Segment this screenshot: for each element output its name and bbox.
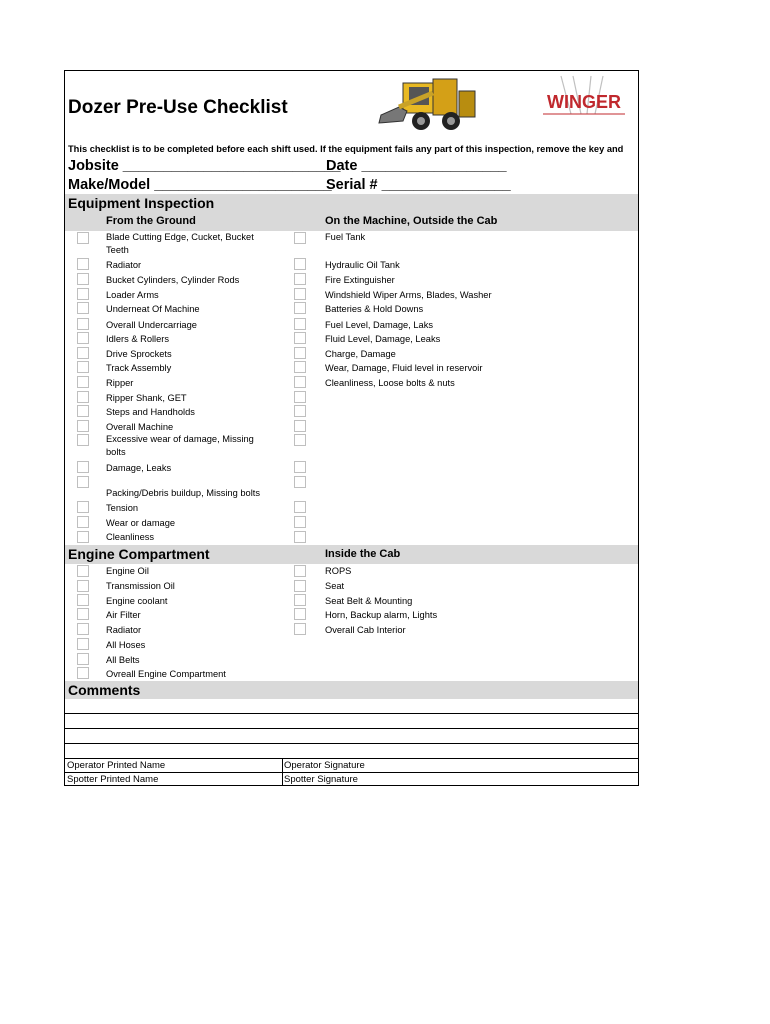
list-item: Packing/Debris buildup, Missing bolts	[106, 488, 260, 498]
checkbox[interactable]	[77, 434, 89, 446]
checkbox[interactable]	[77, 565, 89, 577]
comment-line	[65, 713, 638, 714]
checkbox[interactable]	[294, 420, 306, 432]
list-item: Seat	[325, 581, 345, 591]
list-item: Tension	[106, 503, 139, 513]
list-item: Bucket Cylinders, Cylinder Rods	[106, 275, 240, 285]
checkbox[interactable]	[77, 288, 89, 300]
checkbox[interactable]	[77, 258, 89, 270]
list-item: Wear or damage	[106, 518, 176, 528]
list-item: Loader Arms	[106, 290, 159, 300]
outside-cab-heading: On the Machine, Outside the Cab	[325, 215, 498, 227]
comments-band	[65, 681, 638, 699]
checkbox[interactable]	[77, 638, 89, 650]
date-field[interactable]: Date __________________	[326, 158, 507, 174]
list-item: Fuel Level, Damage, Laks	[325, 320, 434, 330]
list-item: Hydraulic Oil Tank	[325, 260, 400, 270]
checkbox[interactable]	[77, 420, 89, 432]
list-item: Cleanliness	[106, 532, 155, 542]
make-model-field[interactable]: Make/Model ______________________	[68, 177, 332, 193]
checkbox[interactable]	[77, 376, 89, 388]
list-item: Windshield Wiper Arms, Blades, Washer	[325, 290, 492, 300]
checkbox[interactable]	[294, 501, 306, 513]
list-item: ROPS	[325, 566, 352, 576]
inside-cab-heading: Inside the Cab	[325, 548, 401, 560]
list-item: Excessive wear of damage, Missing	[106, 434, 254, 444]
page-title: Dozer Pre-Use Checklist	[68, 97, 288, 118]
checkbox[interactable]	[77, 580, 89, 592]
checkbox[interactable]	[294, 461, 306, 473]
checkbox[interactable]	[77, 361, 89, 373]
list-item: Radiator	[106, 625, 142, 635]
list-item: Radiator	[106, 260, 142, 270]
checkbox[interactable]	[294, 516, 306, 528]
operator-name-label[interactable]: Operator Printed Name	[67, 760, 166, 771]
checkbox[interactable]	[294, 376, 306, 388]
checkbox[interactable]	[294, 531, 306, 543]
list-item: Overall Undercarriage	[106, 320, 197, 330]
signature-top-line	[65, 758, 638, 759]
comment-line	[65, 743, 638, 744]
signature-mid-line	[65, 772, 638, 773]
checkbox[interactable]	[77, 391, 89, 403]
from-ground-heading: From the Ground	[106, 215, 196, 227]
list-item: Seat Belt & Mounting	[325, 596, 413, 606]
skid-steer-image	[373, 71, 488, 141]
checkbox[interactable]	[294, 332, 306, 344]
list-item: Steps and Handholds	[106, 407, 195, 417]
checkbox[interactable]	[77, 516, 89, 528]
checkbox[interactable]	[77, 653, 89, 665]
checkbox[interactable]	[77, 594, 89, 606]
list-item: Overall Cab Interior	[325, 625, 406, 635]
list-item: Horn, Backup alarm, Lights	[325, 610, 438, 620]
list-item: Ripper	[106, 378, 134, 388]
checkbox[interactable]	[294, 302, 306, 314]
spotter-signature-label[interactable]: Spotter Signature	[284, 774, 358, 785]
list-item: Engine coolant	[106, 596, 168, 606]
checkbox[interactable]	[294, 476, 306, 488]
list-item: Transmission Oil	[106, 581, 175, 591]
list-item: Blade Cutting Edge, Cucket, Bucket	[106, 232, 254, 242]
list-item: Ovreall Engine Compartment	[106, 669, 226, 679]
checkbox[interactable]	[294, 594, 306, 606]
checkbox[interactable]	[294, 232, 306, 244]
list-item: Air Filter	[106, 610, 141, 620]
checkbox[interactable]	[294, 391, 306, 403]
checkbox[interactable]	[294, 580, 306, 592]
serial-field[interactable]: Serial # ________________	[326, 177, 511, 193]
winger-logo	[531, 74, 637, 128]
checkbox[interactable]	[77, 476, 89, 488]
checkbox[interactable]	[77, 501, 89, 513]
checkbox[interactable]	[77, 318, 89, 330]
list-item: Fuel Tank	[325, 232, 366, 242]
checkbox[interactable]	[294, 434, 306, 446]
checklist-sheet	[64, 70, 639, 786]
list-item: Track Assembly	[106, 363, 172, 373]
comments-heading: Comments	[68, 682, 141, 698]
list-item: Wear, Damage, Fluid level in reservoir	[325, 363, 483, 373]
checkbox[interactable]	[294, 361, 306, 373]
operator-signature-label[interactable]: Operator Signature	[284, 760, 365, 771]
checkbox[interactable]	[294, 347, 306, 359]
list-item: Cleanliness, Loose bolts & nuts	[325, 378, 455, 388]
checkbox[interactable]	[77, 461, 89, 473]
list-item: Underneat Of Machine	[106, 304, 200, 314]
list-item: bolts	[106, 447, 126, 457]
jobsite-field[interactable]: Jobsite ___________________________	[68, 158, 341, 174]
checkbox[interactable]	[77, 531, 89, 543]
checkbox[interactable]	[77, 623, 89, 635]
list-item: Teeth	[106, 245, 129, 255]
checkbox[interactable]	[77, 347, 89, 359]
logo-text: WINGER	[547, 92, 621, 112]
checkbox[interactable]	[294, 565, 306, 577]
checkbox[interactable]	[294, 318, 306, 330]
checkbox[interactable]	[77, 232, 89, 244]
checkbox[interactable]	[77, 405, 89, 417]
list-item: Fluid Level, Damage, Leaks	[325, 334, 441, 344]
checkbox[interactable]	[77, 332, 89, 344]
list-item: Fire Extinguisher	[325, 275, 395, 285]
list-item: Drive Sprockets	[106, 349, 172, 359]
list-item: Idlers & Rollers	[106, 334, 170, 344]
comment-line	[65, 728, 638, 729]
checkbox[interactable]	[294, 288, 306, 300]
spotter-name-label[interactable]: Spotter Printed Name	[67, 774, 159, 785]
checkbox[interactable]	[294, 623, 306, 635]
list-item: All Hoses	[106, 640, 146, 650]
checkbox[interactable]	[77, 667, 89, 679]
checkbox[interactable]	[294, 405, 306, 417]
list-item: Damage, Leaks	[106, 463, 172, 473]
engine-heading: Engine Compartment	[68, 546, 210, 562]
checkbox[interactable]	[294, 273, 306, 285]
checkbox[interactable]	[77, 608, 89, 620]
checkbox[interactable]	[294, 258, 306, 270]
checkbox[interactable]	[77, 273, 89, 285]
checkbox[interactable]	[294, 608, 306, 620]
list-item: All Belts	[106, 655, 140, 665]
list-item: Charge, Damage	[325, 349, 396, 359]
list-item: Overall Machine	[106, 422, 174, 432]
list-item: Batteries & Hold Downs	[325, 304, 424, 314]
signature-divider	[282, 758, 283, 786]
list-item: Engine Oil	[106, 566, 149, 576]
instructions-text: This checklist is to be completed before each shift used. If the equipment fails any part of this inspection, remove the key and	[68, 144, 624, 154]
checkbox[interactable]	[77, 302, 89, 314]
equipment-heading: Equipment Inspection	[68, 195, 215, 211]
list-item: Ripper Shank, GET	[106, 393, 187, 403]
